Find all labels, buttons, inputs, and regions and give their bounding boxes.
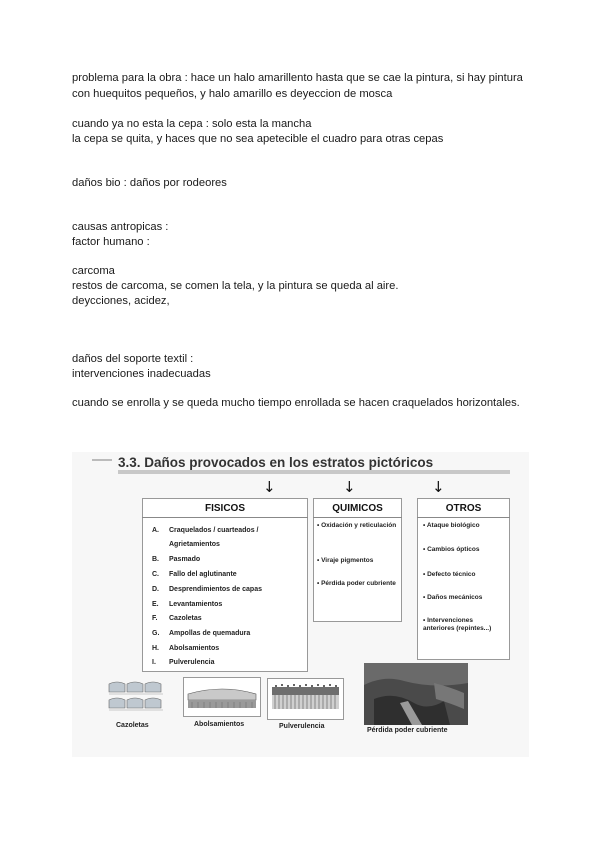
fisicos-item: F. Cazoletas: [152, 615, 202, 622]
note-line: cuando se enrolla y se queda mucho tiempo enrollada se hacen craquelados horizontales.: [72, 397, 520, 409]
pulverulencia-image: [267, 678, 344, 720]
caption-abolsamientos: Abolsamientos: [194, 721, 245, 728]
arrow-down-icon: ↓: [343, 478, 356, 496]
otros-header: OTROS: [445, 503, 482, 514]
quimicos-item: • Viraje pigmentos: [317, 557, 374, 564]
caption-cazoletas: Cazoletas: [116, 722, 149, 729]
otros-item: • Ataque biológico: [423, 522, 480, 529]
header-divider: [142, 517, 308, 518]
figure-title: 3.3. Daños provocados en los estratos pictóricos: [118, 455, 434, 470]
abolsamientos-image: [183, 677, 261, 717]
fisicos-item: G. Ampollas de quemadura: [152, 630, 251, 637]
cazoletas-image: [107, 678, 177, 718]
quimicos-item: • Oxidación y reticulación: [317, 522, 397, 529]
note-line: la cepa se quita, y haces que no sea apetecible el cuadro para otras cepas: [72, 133, 444, 145]
quimicos-item: • Pérdida poder cubriente: [317, 580, 396, 587]
otros-item: • Cambios ópticos: [423, 546, 480, 553]
caption-pulverulencia: Pulverulencia: [279, 723, 325, 730]
note-line: causas antropicas :: [72, 221, 169, 233]
note-line: problema para la obra : hace un halo amarillento hasta que se cae la pintura, si hay pintura: [72, 72, 523, 84]
fisicos-item: E. Levantamientos: [152, 601, 223, 608]
note-line: con huequitos pequeños, y halo amarillo es deyeccion de mosca: [72, 88, 393, 100]
note-line: carcoma: [72, 265, 115, 277]
otros-item: • Defecto técnico: [423, 571, 476, 578]
fisicos-header: FISICOS: [204, 503, 245, 514]
fisicos-item: B. Pasmado: [152, 556, 201, 563]
fisicos-item: Agrietamientos: [169, 541, 220, 548]
otros-item: • Daños mecánicos: [423, 594, 483, 601]
fisicos-item: A. Craquelados / cuarteados /: [152, 527, 259, 534]
arrow-down-icon: ↓: [432, 478, 445, 496]
otros-item: • Intervenciones anteriores (repintes...): [423, 617, 492, 632]
header-divider: [313, 517, 402, 518]
caption-perdida-poder-cubriente: Pérdida poder cubriente: [367, 727, 448, 734]
perdida-poder-cubriente-image: [364, 663, 468, 725]
note-line: daños bio : daños por rodeores: [72, 177, 227, 189]
note-line: daños del soporte textil :: [72, 353, 194, 365]
fisicos-item: C. Fallo del aglutinante: [152, 571, 237, 578]
arrow-down-icon: ↓: [263, 478, 276, 496]
quimicos-header: QUIMICOS: [332, 503, 383, 514]
note-line: cuando ya no esta la cepa : solo esta la mancha: [72, 118, 312, 130]
note-line: intervenciones inadecuadas: [72, 368, 211, 380]
fisicos-item: I. Pulverulencia: [152, 659, 215, 666]
note-line: factor humano :: [72, 236, 150, 248]
figure-mark: [92, 459, 112, 461]
title-underline: [118, 470, 510, 474]
header-divider: [417, 517, 510, 518]
fisicos-item: H. Abolsamientos: [152, 645, 220, 652]
note-line: restos de carcoma, se comen la tela, y la pintura se queda al aire.: [72, 280, 399, 292]
fisicos-item: D. Desprendimientos de capas: [152, 586, 262, 593]
note-line: deycciones, acidez,: [72, 295, 170, 307]
